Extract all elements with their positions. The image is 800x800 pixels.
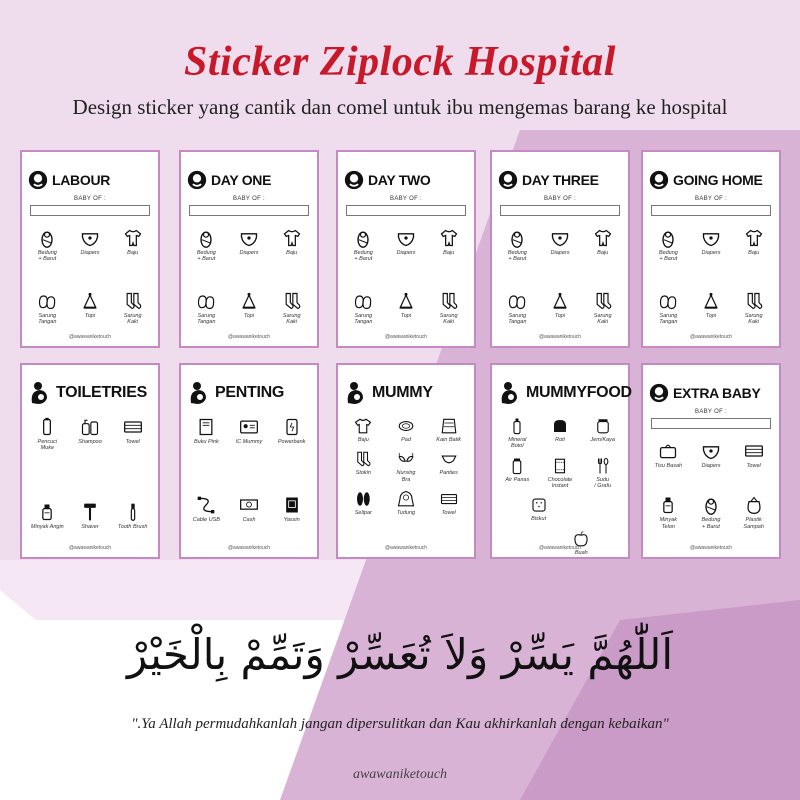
item-label: Minyak Telon [659, 517, 678, 530]
item-label: Buah [574, 549, 588, 556]
checklist-item [539, 417, 582, 450]
hat-icon [550, 291, 570, 311]
swaddle-icon [507, 228, 527, 248]
checklist-item [427, 417, 470, 443]
hat-icon [701, 291, 721, 311]
baby-icon [649, 383, 669, 403]
checklist-item [270, 228, 313, 263]
item-label: Jem/Kaya [590, 437, 615, 443]
card-title: MUMMY [372, 384, 433, 401]
checklist-item [26, 291, 69, 326]
checklist-item [342, 291, 385, 326]
card-credit: @awawaniketouch [689, 334, 733, 340]
onesie-icon [282, 228, 302, 248]
item-label: Bedung + Barut [196, 250, 216, 263]
sticker-card-day-one [179, 150, 319, 348]
item-label: Yassin [283, 517, 300, 524]
item-label: Baju [357, 437, 369, 443]
sticker-card-day-three [490, 150, 630, 348]
item-label: Tudung [396, 509, 416, 516]
checklist-item [539, 228, 582, 263]
cash-icon [239, 495, 259, 515]
arabic-prayer: اَللّٰهُمَّ يَسِّرْ وَلاَ تُعَسِّرْ وَتَمِّمْ بِالْخَيْرْ [126, 630, 674, 679]
brand-credit: awawaniketouch [352, 767, 448, 782]
checklist-item [581, 417, 624, 450]
item-label: Cable USB [192, 517, 220, 524]
cutlery-icon [594, 457, 612, 475]
card-header [344, 377, 470, 409]
baby-icon [28, 170, 48, 190]
mother-baby-icon [187, 381, 211, 405]
checklist-item [732, 291, 775, 326]
item-label: Baju [597, 250, 609, 256]
item-label: Topi [400, 312, 412, 319]
swaddle-icon [353, 228, 373, 248]
baby-icon [498, 170, 518, 190]
item-label: Shaver [81, 523, 99, 530]
card-credit: @awawaniketouch [689, 545, 733, 551]
item-label: Pencuci Muke [37, 439, 58, 452]
item-label: Sarung Kaki [439, 312, 458, 325]
card-title: PENTING [215, 384, 285, 401]
onesie-icon [593, 228, 613, 248]
item-label: Sarung Tangan [659, 312, 678, 325]
item-label: Sarung Tangan [354, 312, 373, 325]
hijab-icon [397, 490, 415, 508]
sticker-card-toiletries [20, 363, 160, 559]
toothbrush-icon [123, 502, 143, 522]
item-label: Diapers [550, 250, 570, 256]
checklist-item [647, 495, 690, 530]
item-grid [26, 228, 154, 325]
socks-icon [123, 291, 143, 311]
baby-of-label: BABY OF : [74, 196, 106, 202]
item-grid [647, 228, 775, 325]
item-label: Towel [746, 463, 761, 469]
card-header [28, 377, 154, 409]
item-grid [496, 417, 624, 556]
sachet-icon [551, 457, 569, 475]
jar-icon [594, 417, 612, 435]
oil-bottle-icon [37, 502, 57, 522]
checklist-item [539, 457, 582, 490]
item-label: Kain Batik [436, 437, 462, 443]
item-label: Topi [84, 312, 96, 319]
item-label: Sarung Tangan [508, 312, 527, 325]
checklist-item [581, 228, 624, 263]
item-label: Topi [243, 312, 255, 319]
item-grid [647, 441, 775, 530]
checklist-item [111, 502, 154, 530]
item-label: Bedung + Barut [658, 250, 678, 263]
card-title: EXTRA BABY [673, 385, 761, 401]
card-header [498, 377, 632, 409]
item-label: Topi [705, 312, 717, 319]
book-icon [196, 417, 216, 437]
sticker-card-extra-baby [641, 363, 781, 559]
bread-icon [551, 417, 569, 435]
diaper-icon [701, 228, 721, 248]
checklist-item [385, 490, 428, 516]
baby-of-label: BABY OF : [390, 196, 422, 202]
checklist-item [270, 291, 313, 326]
mother-baby-icon [28, 381, 52, 405]
diaper-icon [701, 441, 721, 461]
biscuit-icon [530, 496, 548, 514]
checklist-item [690, 291, 733, 326]
checklist-item [732, 441, 775, 469]
swaddle-icon [658, 228, 678, 248]
checklist-item [647, 291, 690, 326]
panties-icon [440, 450, 458, 468]
baby-name-field [500, 205, 620, 216]
item-label: Sarung Kaki [282, 312, 301, 325]
checklist-item [385, 450, 428, 483]
checklist-item [385, 228, 428, 263]
wet-tissue-icon [658, 441, 678, 461]
baby-icon [649, 170, 669, 190]
baby-of-label: BABY OF : [695, 196, 727, 202]
checklist-item [185, 228, 228, 263]
item-label: Topi [554, 312, 566, 319]
checklist-item [690, 228, 733, 263]
towel-icon [744, 441, 764, 461]
baby-icon [187, 170, 207, 190]
item-label: Baju [748, 250, 760, 256]
item-label: Baju [443, 250, 455, 256]
checklist-item [26, 228, 69, 263]
card-title: GOING HOME [673, 172, 763, 188]
checklist-item [647, 228, 690, 263]
water-bottle-icon [508, 417, 526, 435]
item-label: Stokin [355, 470, 371, 477]
card-header [344, 164, 470, 196]
checklist-item [385, 291, 428, 326]
card-title: LABOUR [52, 172, 111, 188]
checklist-item [69, 228, 112, 263]
baby-of-label: BABY OF : [233, 196, 265, 202]
checklist-item [496, 417, 539, 450]
item-label: Sarung Kaki [593, 312, 612, 325]
item-label: Buku Pink [193, 439, 219, 445]
checklist-item [185, 417, 228, 445]
checklist-item [69, 291, 112, 326]
onesie-icon [123, 228, 143, 248]
item-label: Nursing Bra [396, 470, 416, 483]
item-label: Sarung Tangan [38, 312, 57, 325]
towel-icon [440, 490, 458, 508]
checklist-item [111, 228, 154, 263]
item-label: Sarung Kaki [744, 312, 763, 325]
card-credit: @awawaniketouch [384, 545, 428, 551]
mittens-icon [507, 291, 527, 311]
checklist-item [427, 228, 470, 263]
towel-icon [123, 417, 143, 437]
card-credit: @awawaniketouch [384, 334, 428, 340]
checklist-item [26, 417, 69, 452]
diaper-icon [80, 228, 100, 248]
checklist-item [342, 450, 385, 483]
checklist-item [228, 495, 271, 523]
item-label: Plastik Sampah [743, 517, 764, 530]
item-label: Sudu / Grafu [594, 476, 612, 489]
mittens-icon [37, 291, 57, 311]
checklist-item [581, 457, 624, 490]
checklist-item [26, 502, 69, 530]
item-label: Air Panas [505, 476, 530, 483]
card-title: DAY THREE [522, 172, 599, 188]
checklist-item [342, 228, 385, 263]
baby-name-field [189, 205, 309, 216]
checklist-item [690, 441, 733, 469]
diaper-icon [550, 228, 570, 248]
item-grid [26, 417, 154, 530]
powerbank-icon [282, 417, 302, 437]
item-label: Towel [441, 509, 456, 516]
slipper-icon [354, 490, 372, 508]
socks-icon [593, 291, 613, 311]
shaver-icon [80, 502, 100, 522]
card-title: MUMMYFOOD [526, 384, 632, 401]
checklist-item [496, 496, 581, 522]
thermos-icon [508, 457, 526, 475]
checklist-item [647, 441, 690, 469]
hat-icon [396, 291, 416, 311]
checklist-item [111, 417, 154, 452]
item-label: Selipar [354, 509, 372, 516]
checklist-item [228, 291, 271, 326]
card-header [28, 164, 154, 196]
checklist-item [581, 291, 624, 326]
item-label: Tisu Basah [654, 463, 683, 469]
onesie-icon [439, 228, 459, 248]
shirt-icon [354, 417, 372, 435]
checklist-item [496, 291, 539, 326]
item-label: Shampoo [78, 439, 102, 445]
checklist-item [690, 495, 733, 530]
diaper-icon [396, 228, 416, 248]
card-title: DAY ONE [211, 172, 272, 188]
page-subtitle: Design sticker yang cantik dan comel untuk ibu mengemas barang ke hospital [72, 95, 728, 119]
card-title: TOILETRIES [56, 384, 147, 401]
item-label: Mineral Botol [508, 437, 527, 450]
item-label: Baju [286, 250, 298, 256]
swaddle-icon [196, 228, 216, 248]
item-label: Sarung Tangan [197, 312, 216, 325]
checklist-item [539, 530, 624, 556]
item-label: Towel [125, 439, 140, 445]
item-label: Powerbank [277, 439, 306, 445]
item-label: Diapers [239, 250, 259, 256]
socks-icon [439, 291, 459, 311]
checklist-item [111, 291, 154, 326]
checklist-item [539, 291, 582, 326]
card-credit: @awawaniketouch [227, 334, 271, 340]
sticker-card-mummyfood [490, 363, 630, 559]
checklist-item [185, 291, 228, 326]
bra-icon [397, 450, 415, 468]
id-card-icon [239, 417, 259, 437]
checklist-item [228, 417, 271, 445]
baby-name-field [30, 205, 150, 216]
item-label: Bedung + Barut [507, 250, 527, 263]
sticker-card-going-home [641, 150, 781, 348]
face-wash-icon [37, 417, 57, 437]
sticker-card-penting [179, 363, 319, 559]
mittens-icon [658, 291, 678, 311]
checklist-item [732, 228, 775, 263]
item-grid [342, 228, 470, 325]
checklist-item [427, 490, 470, 516]
checklist-item [270, 495, 313, 523]
diaper-icon [239, 228, 259, 248]
card-credit: @awawaniketouch [538, 334, 582, 340]
item-label: Baju [127, 250, 139, 256]
swaddle-icon [701, 495, 721, 515]
socks-icon [744, 291, 764, 311]
checklist-item [342, 417, 385, 443]
checklist-item [385, 417, 428, 443]
hat-icon [239, 291, 259, 311]
quran-icon [282, 495, 302, 515]
cable-icon [196, 495, 216, 515]
card-header [187, 164, 313, 196]
mittens-icon [196, 291, 216, 311]
card-header [649, 377, 775, 409]
item-label: Panties [439, 470, 458, 477]
mother-baby-icon [498, 381, 522, 405]
mittens-icon [353, 291, 373, 311]
oil-bottle-icon [658, 495, 678, 515]
item-label: Diapers [396, 250, 416, 256]
baby-of-label: BABY OF : [695, 409, 727, 415]
card-credit: @awawaniketouch [538, 545, 582, 551]
checklist-item [427, 291, 470, 326]
checklist-item [342, 490, 385, 516]
checklist-item [732, 495, 775, 530]
socks-icon [282, 291, 302, 311]
item-label: Diapers [701, 463, 721, 469]
sticker-card-labour [20, 150, 160, 348]
prayer-translation: ".Ya Allah permudahkanlah jangan dipersulitkan dan Kau akhirkanlah dengan kebaikan" [131, 716, 669, 732]
baby-icon [344, 170, 364, 190]
checklist-item [270, 417, 313, 445]
item-label: Tooth Brush [117, 523, 148, 530]
item-grid [496, 228, 624, 325]
item-label: Biskut [531, 516, 547, 523]
card-title: DAY TWO [368, 172, 431, 188]
swaddle-icon [37, 228, 57, 248]
socks-icon [354, 450, 372, 468]
item-grid [342, 417, 470, 516]
page-title: Sticker Ziplock Hospital [184, 39, 616, 85]
pad-icon [397, 417, 415, 435]
shampoo-icon [80, 417, 100, 437]
baby-name-field [651, 418, 771, 429]
checklist-item [185, 495, 228, 523]
item-label: Chocolate Instant [547, 476, 573, 489]
card-header [187, 377, 313, 409]
item-label: Minyak Angin [30, 523, 64, 530]
item-label: Diapers [701, 250, 721, 256]
checklist-item [69, 502, 112, 530]
item-label: Roti [555, 437, 565, 443]
card-credit: @awawaniketouch [68, 545, 112, 551]
hat-icon [80, 291, 100, 311]
onesie-icon [744, 228, 764, 248]
checklist-item [496, 228, 539, 263]
item-label: Sarung Kaki [123, 312, 142, 325]
mother-baby-icon [344, 381, 368, 405]
item-label: Pad [401, 437, 411, 443]
baby-of-label: BABY OF : [544, 196, 576, 202]
trash-bag-icon [744, 495, 764, 515]
item-label: IC Mummy [235, 439, 263, 445]
card-header [649, 164, 775, 196]
checklist-item [228, 228, 271, 263]
item-label: Bedung + Barut [353, 250, 373, 263]
item-label: Bedung + Barut [701, 517, 721, 530]
sticker-card-mummy [336, 363, 476, 559]
card-credit: @awawaniketouch [227, 545, 271, 551]
item-label: Bedung + Barut [37, 250, 57, 263]
baby-name-field [346, 205, 466, 216]
item-label: Cash [242, 517, 256, 524]
card-credit: @awawaniketouch [68, 334, 112, 340]
item-label: Diapers [80, 250, 100, 256]
card-header [498, 164, 624, 196]
baby-name-field [651, 205, 771, 216]
checklist-item [69, 417, 112, 452]
checklist-item [427, 450, 470, 483]
sticker-card-day-two [336, 150, 476, 348]
item-grid [185, 417, 313, 524]
sarong-icon [440, 417, 458, 435]
checklist-item [496, 457, 539, 490]
item-grid [185, 228, 313, 325]
